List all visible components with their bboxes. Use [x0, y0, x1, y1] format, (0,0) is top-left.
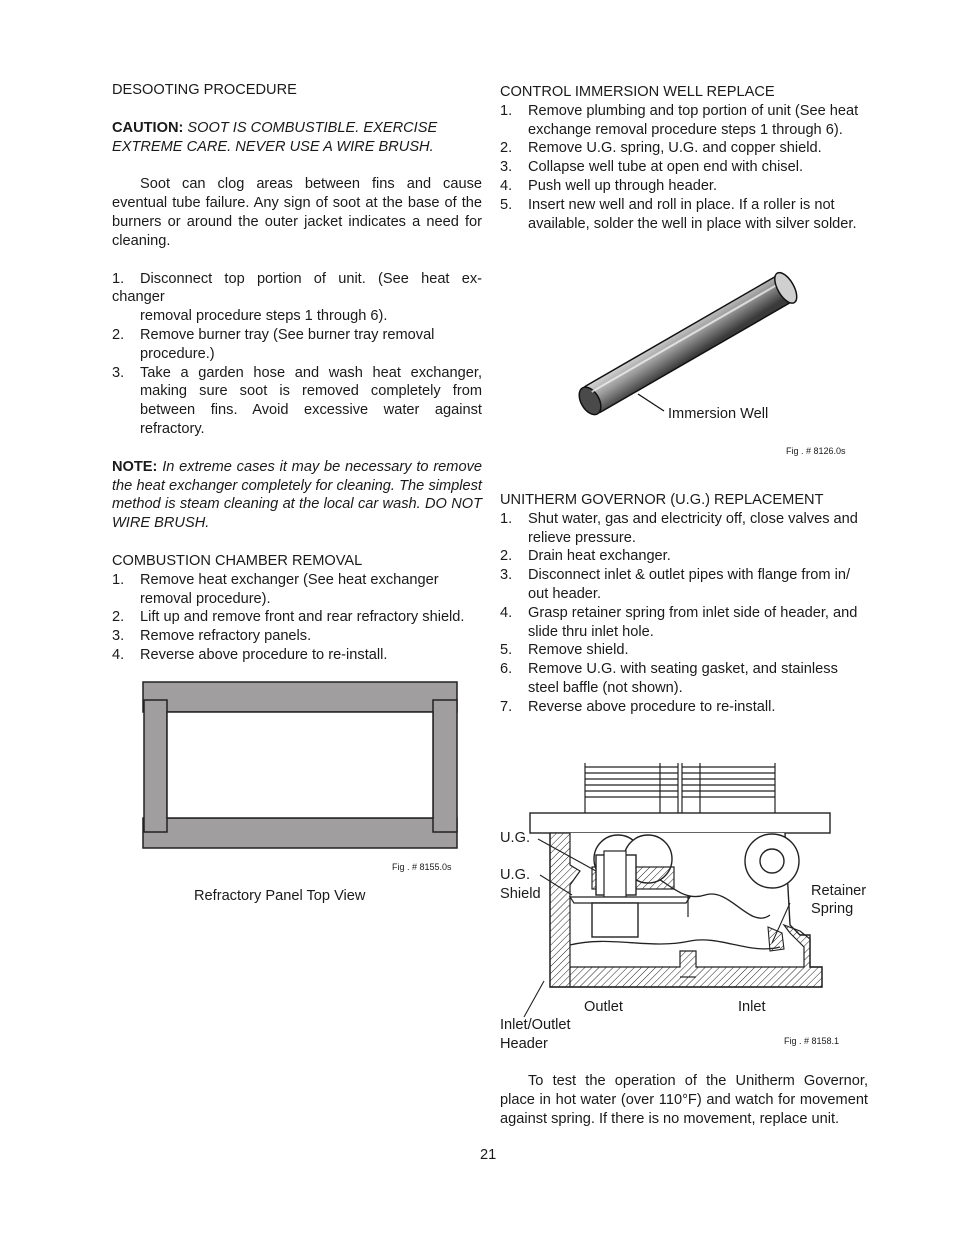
caution-label: CAUTION:: [112, 119, 184, 136]
label-header-2: Header: [500, 1036, 548, 1052]
refractory-panel-figure: [140, 680, 462, 852]
left-column: [112, 81, 482, 665]
soot-paragraph: Soot can clog areas between fins and cause eventual tube failure. Any sign of soot at the base of the burners or around the outer jacket indicates a need for cleaning.: [112, 176, 482, 249]
desooting-step-3: 3. Take a garden hose and wash heat exchanger, making sure soot is removed completely from between fins. Avoid excessive water against refractory.: [112, 364, 482, 437]
caution-text: SOOT IS COMBUSTIBLE. EXERCISE EXTREME CARE. NEVER USE A WIRE BRUSH.: [112, 119, 438, 155]
well-step: 3. Collapse well tube at open end with chisel.: [500, 159, 804, 176]
right-column-ug: [500, 491, 872, 717]
ug-step: 6. Remove U.G. with seating gasket, and stainless steel baffle (not shown).: [500, 661, 838, 696]
ug-step: 5. Remove shield.: [500, 642, 629, 659]
refractory-caption: Refractory Panel Top View: [194, 888, 366, 904]
label-outlet: Outlet: [584, 999, 623, 1015]
well-step: 5. Insert new well and roll in place. If a roller is not available, solder the well in place with silver solder.: [500, 196, 857, 232]
note-block: [112, 458, 482, 533]
ug-step: 7. Reverse above procedure to re-install.: [500, 698, 776, 715]
label-retainer-2: Spring: [811, 901, 854, 917]
combustion-step: 2. Lift up and remove front and rear refractory shield.: [112, 609, 465, 626]
desooting-step-1: 1. Disconnect top portion of unit. (See heat ex-: [112, 270, 482, 287]
desooting-step-2: 2. Remove burner tray (See burner tray removal procedure.): [112, 326, 435, 362]
note-text: In extreme cases it may be necessary to remove the heat exchanger completely for cleaning. The simplest method is steam cleaning at the local car wash. DO NOT WIRE BRUSH.: [112, 458, 482, 532]
label-ug-shield-1: U.G.: [500, 867, 530, 883]
fig-8158-number: Fig . # 8158.1: [784, 1036, 840, 1046]
caution-block: [112, 119, 482, 157]
inlet-outlet-header-figure: [500, 755, 867, 1055]
note-label: NOTE:: [112, 458, 158, 475]
right-column-top: [500, 83, 872, 233]
combustion-step: 1. Remove heat exchanger (See heat exchanger removal procedure).: [112, 571, 439, 607]
label-retainer-1: Retainer: [811, 883, 867, 899]
combustion-step: 4. Reverse above procedure to re-install.: [112, 646, 388, 663]
immersion-well-figure: [560, 262, 820, 422]
desooting-steps: [112, 270, 482, 439]
test-paragraph: To test the operation of the Unitherm Governor, place in hot water (over 110°F) and watch for movement against spring. If there is no movement, replace unit.: [500, 1073, 868, 1127]
label-ug: U.G.: [500, 830, 530, 846]
combustion-steps: [112, 571, 482, 665]
immersion-well-heading: CONTROL IMMERSION WELL REPLACE: [500, 84, 775, 100]
ug-step: 2. Drain heat exchanger.: [500, 548, 671, 565]
ug-step: 3. Disconnect inlet & outlet pipes with flange from in/ out header.: [500, 567, 851, 602]
well-step: 4. Push well up through header.: [500, 177, 718, 194]
immersion-well-label: Immersion Well: [668, 406, 769, 422]
well-step: 1. Remove plumbing and top portion of unit (See heat exchange removal procedure steps 1 through 6).: [500, 102, 859, 138]
combustion-step: 3. Remove refractory panels.: [112, 628, 312, 645]
label-inlet: Inlet: [738, 999, 766, 1015]
desooting-step-1-wrap: changer: [112, 289, 165, 306]
ug-step: 4. Grasp retainer spring from inlet side of header, and slide thru inlet hole.: [500, 604, 858, 640]
label-ug-shield-2: Shield: [500, 886, 541, 902]
label-header-1: Inlet/Outlet: [500, 1017, 571, 1033]
well-step: 2. Remove U.G. spring, U.G. and copper shield.: [500, 140, 822, 157]
fig-8155-number: Fig . # 8155.0s: [392, 862, 452, 872]
desooting-step-1-cont: removal procedure steps 1 through 6).: [140, 308, 388, 325]
fig-8126-number: Fig . # 8126.0s: [786, 446, 846, 456]
desooting-heading: DESOOTING PROCEDURE: [112, 82, 297, 98]
ug-heading: UNITHERM GOVERNOR (U.G.) REPLACEMENT: [500, 492, 824, 508]
ug-step: 1. Shut water, gas and electricity off, close valves and relieve pressure.: [500, 510, 858, 546]
page-number: 21: [480, 1147, 497, 1163]
combustion-heading: COMBUSTION CHAMBER REMOVAL: [112, 552, 363, 569]
